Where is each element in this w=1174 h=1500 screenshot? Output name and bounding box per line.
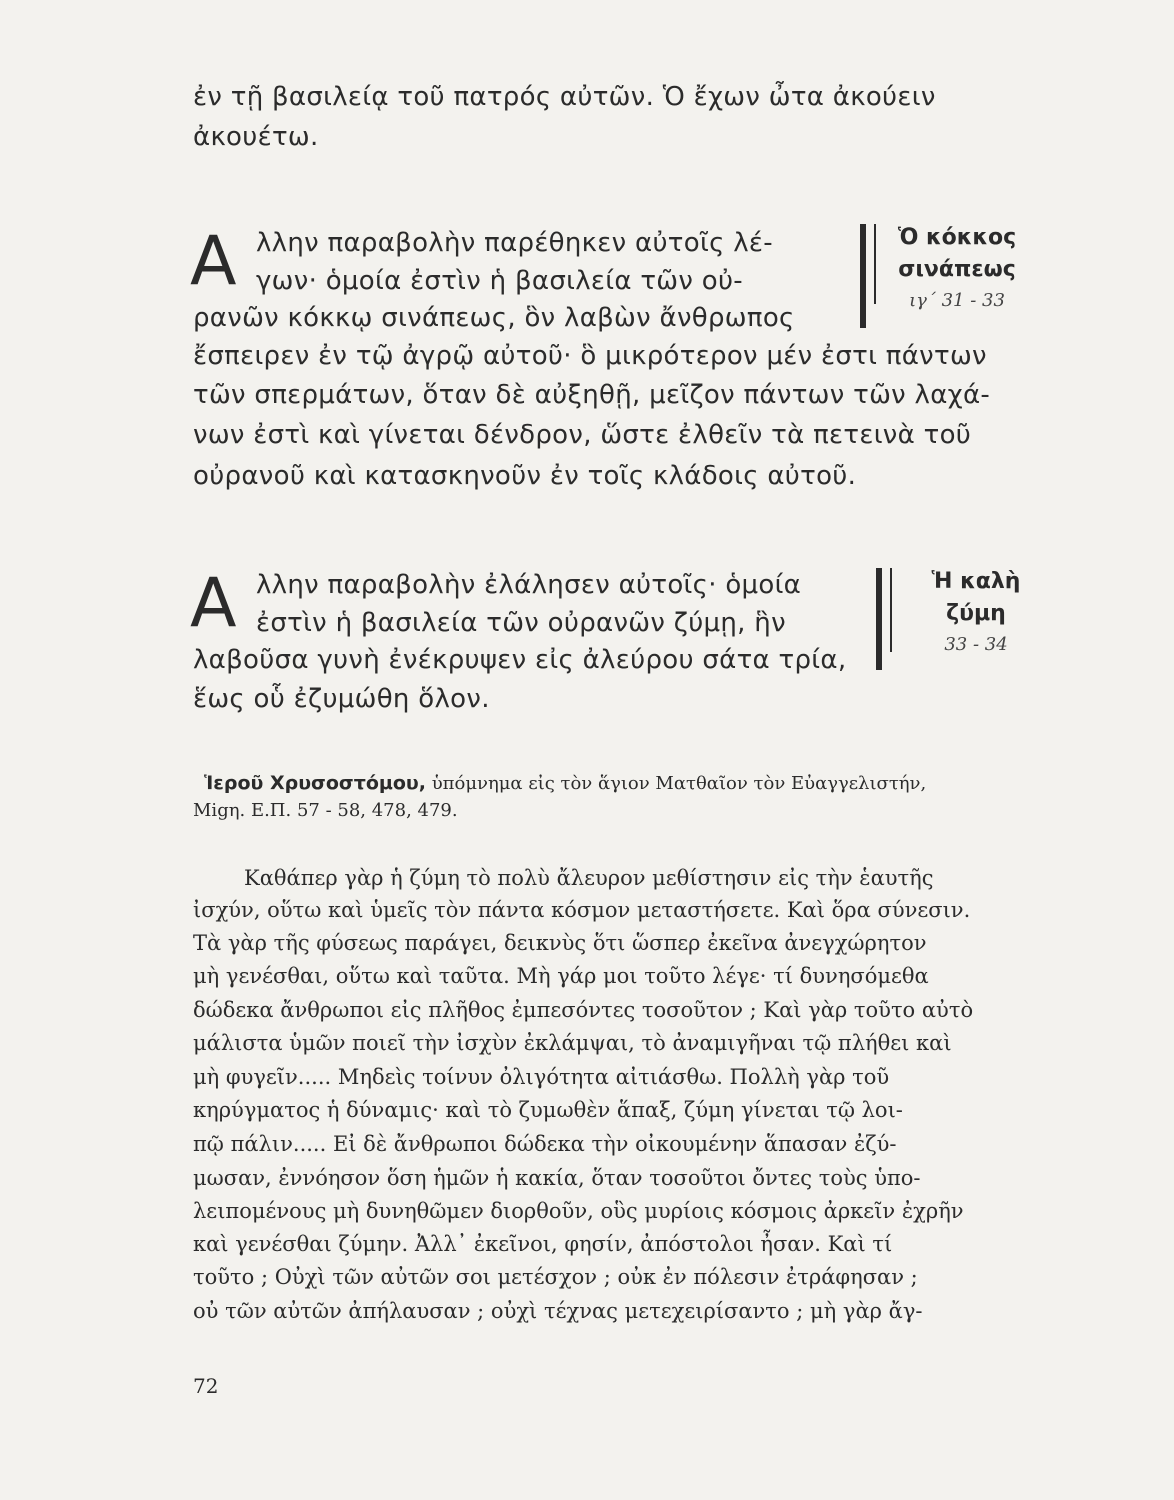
commentary-line: μὴ γενέσθαι, οὕτω καὶ ταῦτα. Μὴ γάρ μοι τοῦτο λέγε· τί δυνησόμεθα bbox=[193, 964, 929, 988]
commentary-line: μὴ φυγεῖν..... Μηδεὶς τοίνυν ὀλιγότητα αἰτιάσθω. Πολλὴ γὰρ τοῦ bbox=[193, 1065, 890, 1089]
commentary-line: Καθάπερ γὰρ ἡ ζύμη τὸ πολὺ ἄλευρον μεθίστησιν εἰς τὴν ἑαυτῆς bbox=[244, 866, 934, 890]
margin-note bbox=[896, 566, 1056, 660]
drop-cap: Α bbox=[190, 564, 237, 643]
margin-note-title: Ἡ καλὴ bbox=[931, 569, 1021, 594]
parable-line: ἐστὶν ἡ βασιλεία τῶν οὐρανῶν ζύμῃ, ἣν bbox=[256, 608, 786, 638]
margin-rule bbox=[876, 568, 882, 670]
commentary-line: πῷ πάλιν..... Εἰ δὲ ἄνθρωποι δώδεκα τὴν οἰκουμένην ἅπασαν ἐζύ- bbox=[193, 1132, 897, 1156]
parable-line: οὐρανοῦ καὶ κατασκηνοῦν ἐν τοῖς κλάδοις αὐτοῦ. bbox=[193, 461, 857, 491]
margin-note-title: ζύμη bbox=[946, 601, 1006, 626]
parable-line: ἔσπειρεν ἐν τῷ ἀγρῷ αὐτοῦ· ὃ μικρότερον μέν ἐστι πάντων bbox=[193, 341, 987, 371]
parable-line: τῶν σπερμάτων, ὅταν δὲ αὐξηθῇ, μεῖζον πάντων τῶν λαχά- bbox=[193, 380, 991, 410]
citation-author: Ἱεροῦ Χρυσοστόμου, bbox=[204, 772, 426, 794]
intro-line: ἐν τῇ βασιλείᾳ τοῦ πατρός αὐτῶν. Ὁ ἔχων ὦτα ἀκούειν bbox=[193, 82, 936, 112]
margin-rule bbox=[860, 224, 866, 328]
margin-note-ref: 33 - 34 bbox=[944, 634, 1008, 655]
citation-source: Migη. Ε.Π. 57 - 58, 478, 479. bbox=[193, 800, 458, 821]
commentary-line: Τὰ γὰρ τῆς φύσεως παράγει, δεικνὺς ὅτι ὥσπερ ἐκεῖνα ἀνεγχώρητον bbox=[193, 931, 927, 955]
commentary-line: μάλιστα ὑμῶν ποιεῖ τὴν ἰσχὺν ἐκλάμψαι, τὸ ἀναμιγῆναι τῷ πλήθει καὶ bbox=[193, 1031, 952, 1055]
intro-line: ἀκουέτω. bbox=[193, 122, 319, 152]
margin-note-title: Ὁ κόκκος bbox=[897, 225, 1017, 250]
commentary-line: τοῦτο ; Οὐχὶ τῶν αὐτῶν σοι μετέσχον ; οὐκ ἐν πόλεσιν ἐτράφησαν ; bbox=[193, 1265, 918, 1289]
parable-line: γων· ὁμοία ἐστὶν ἡ βασιλεία τῶν οὐ- bbox=[256, 266, 743, 296]
margin-rule-thin bbox=[890, 568, 892, 652]
margin-note bbox=[872, 222, 1042, 316]
commentary-line: οὐ τῶν αὐτῶν ἀπήλαυσαν ; οὐχὶ τέχνας μετεχειρίσαντο ; μὴ γὰρ ἄγ- bbox=[193, 1299, 923, 1323]
parable-line: νων ἐστὶ καὶ γίνεται δένδρον, ὥστε ἐλθεῖν τὰ πετεινὰ τοῦ bbox=[193, 420, 972, 450]
commentary-line: ἰσχύν, οὕτω καὶ ὑμεῖς τὸν πάντα κόσμον μεταστήσετε. Καὶ ὅρα σύνεσιν. bbox=[193, 898, 971, 922]
margin-note-ref: ιγ΄ 31 - 33 bbox=[909, 290, 1005, 311]
parable-line: λλην παραβολὴν παρέθηκεν αὐτοῖς λέ- bbox=[256, 228, 773, 258]
page-number: 72 bbox=[193, 1374, 219, 1398]
commentary-line: καὶ γενέσθαι ζύμην. Ἀλλ᾽ ἐκεῖνοι, φησίν, ἀπόστολοι ἦσαν. Καὶ τί bbox=[193, 1232, 893, 1256]
commentary-line: λειπομένους μὴ δυνηθῶμεν διορθοῦν, οὓς μυρίοις κόσμοις ἀρκεῖν ἐχρῆν bbox=[193, 1199, 964, 1223]
commentary-line: μωσαν, ἐννόησον ὅση ἡμῶν ἡ κακία, ὅταν τοσοῦτοι ὄντες τοὺς ὑπο- bbox=[193, 1166, 921, 1190]
commentary-line: δώδεκα ἄνθρωποι εἰς πλῆθος ἐμπεσόντες τοσοῦτον ; Καὶ γὰρ τοῦτο αὐτὸ bbox=[193, 998, 974, 1022]
parable-line: λαβοῦσα γυνὴ ἐνέκρυψεν εἰς ἀλεύρου σάτα τρία, bbox=[193, 645, 847, 675]
drop-cap: Α bbox=[190, 222, 237, 301]
citation-work: ὑπόμνημα εἰς τὸν ἅγιον Ματθαῖον τὸν Εὐαγγελιστήν, bbox=[431, 773, 927, 794]
parable-line: ρανῶν κόκκῳ σινάπεως, ὃν λαβὼν ἄνθρωπος bbox=[193, 303, 795, 333]
parable-line: λλην παραβολὴν ἐλάλησεν αὐτοῖς· ὁμοία bbox=[256, 570, 802, 600]
citation-line bbox=[204, 772, 926, 794]
commentary-line: κηρύγματος ἡ δύναμις· καὶ τὸ ζυμωθὲν ἅπαξ, ζύμη γίνεται τῷ λοι- bbox=[193, 1098, 903, 1122]
margin-note-title: σινάπεως bbox=[898, 257, 1016, 282]
parable-line: ἕως οὗ ἐζυμώθη ὅλον. bbox=[193, 684, 490, 714]
